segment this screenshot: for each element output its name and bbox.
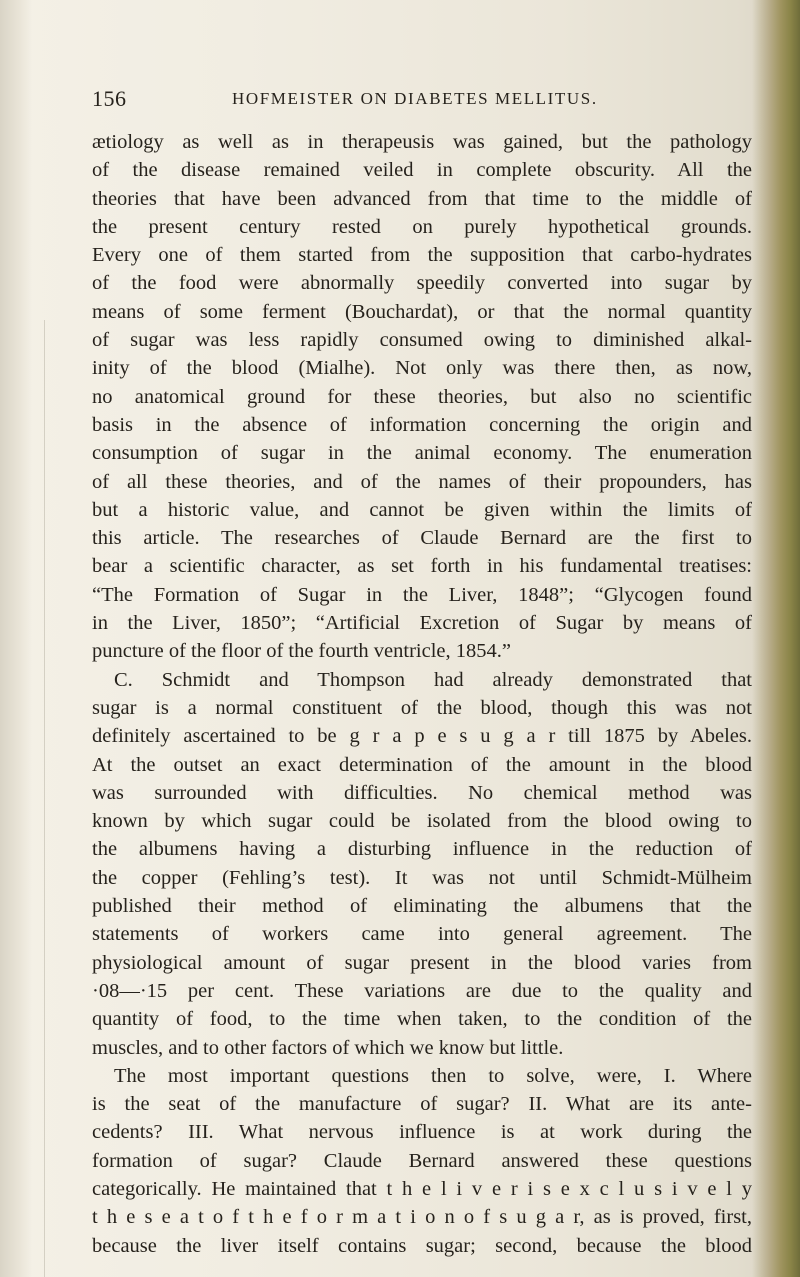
text-line: published their method of eliminating the albumens that the xyxy=(92,895,752,918)
text-line: this article. The researches of Claude Bernard are the first to xyxy=(92,527,752,550)
body-text xyxy=(92,128,752,1260)
running-title: HOFMEISTER ON DIABETES MELLITUS. xyxy=(232,89,598,108)
text-line: quantity of food, to the time when taken, to the condition of the xyxy=(92,1008,752,1031)
book-binding-edge xyxy=(752,0,800,1277)
text-line: inity of the blood (Mialhe). Not only was there then, as now, xyxy=(92,357,752,380)
page-fold-line xyxy=(44,320,45,1277)
text-line: of the food were abnormally speedily converted into sugar by xyxy=(92,272,752,295)
text-line: “The Formation of Sugar in the Liver, 1848”; “Glycogen found xyxy=(92,583,752,606)
text-line: because the liver itself contains sugar; second, because the blood xyxy=(92,1234,752,1257)
text-line: formation of sugar? Claude Bernard answered these questions xyxy=(92,1149,752,1172)
text-line: muscles, and to other factors of which we know but little. xyxy=(92,1036,564,1059)
text-line: ætiology as well as in therapeusis was gained, but the pathology xyxy=(92,131,752,153)
text-line: cedents? III. What nervous influence is at work during the xyxy=(92,1121,752,1144)
text-line: no anatomical ground for these theories, but also no scientific xyxy=(92,385,752,408)
text-line: t h e s e a t o f t h e f o r m a t i o n o f s u g a r, as is proved, first, xyxy=(92,1206,752,1229)
text-line: the copper (Fehling’s test). It was not until Schmidt-Mülheim xyxy=(92,866,752,889)
text-line: ·08—·15 per cent. These variations are due to the quality and xyxy=(92,979,752,1002)
text-line: basis in the absence of information concerning the origin and xyxy=(92,413,752,436)
text-line: definitely ascertained to be g r a p e s u g a r till 1875 by Abeles. xyxy=(92,725,752,748)
text-line: of all these theories, and of the names of their propounders, has xyxy=(92,470,752,493)
text-line: Every one of them started from the supposition that carbo-hydrates xyxy=(92,244,752,267)
text-line: bear a scientific character, as set forth in his fundamental treatises: xyxy=(92,555,752,578)
text-line: the present century rested on purely hypothetical grounds. xyxy=(92,215,752,238)
text-line: C. Schmidt and Thompson had already demonstrated that xyxy=(114,668,752,691)
text-line: physiological amount of sugar present in the blood varies from xyxy=(92,951,752,974)
page-number: 156 xyxy=(92,86,127,111)
text-line: categorically. He maintained that t h e l i v e r i s e x c l u s i v e l y xyxy=(92,1177,752,1200)
text-line: of the disease remained veiled in complete obscurity. All the xyxy=(92,159,752,182)
text-line: but a historic value, and cannot be given within the limits of xyxy=(92,498,752,521)
text-line: in the Liver, 1850”; “Artificial Excretion of Sugar by means of xyxy=(92,612,752,635)
text-line: At the outset an exact determination of the amount in the blood xyxy=(92,753,752,776)
text-line: The most important questions then to solve, were, I. Where xyxy=(114,1064,752,1087)
text-line: is the seat of the manufacture of sugar? II. What are its ante- xyxy=(92,1093,752,1116)
page-gutter-shadow xyxy=(0,0,32,1277)
running-head xyxy=(92,86,652,116)
text-line: sugar is a normal constituent of the blood, though this was not xyxy=(92,696,752,719)
text-line: theories that have been advanced from that time to the middle of xyxy=(92,187,752,210)
text-line: the albumens having a disturbing influence in the reduction of xyxy=(92,838,752,861)
text-line: of sugar was less rapidly consumed owing to diminished alkal- xyxy=(92,329,752,352)
text-line: was surrounded with difficulties. No chemical method was xyxy=(92,781,752,804)
text-line: means of some ferment (Bouchardat), or that the normal quantity xyxy=(92,300,752,323)
text-line: known by which sugar could be isolated from the blood owing to xyxy=(92,810,752,833)
text-line: puncture of the floor of the fourth ventricle, 1854.” xyxy=(92,640,511,663)
text-line: consumption of sugar in the animal economy. The enumeration xyxy=(92,442,752,465)
text-line: statements of workers came into general agreement. The xyxy=(92,923,752,946)
